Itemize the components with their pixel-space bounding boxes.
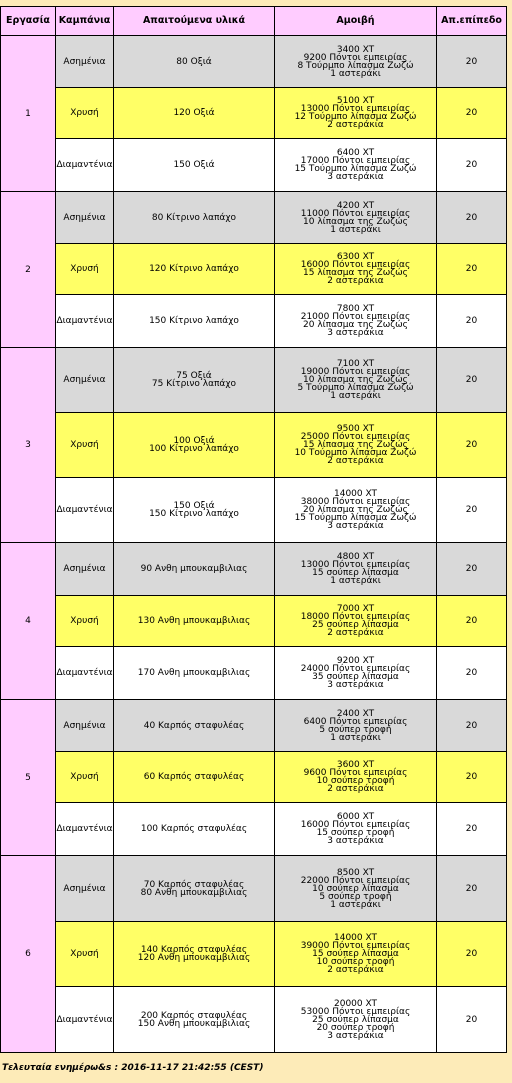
level-cell: 20 bbox=[437, 192, 507, 244]
material-line: 75 Κίτρινο λαπάχο bbox=[151, 379, 237, 389]
reward-line: 4200 XT bbox=[336, 200, 375, 211]
table-row bbox=[1, 922, 507, 987]
material-line: 200 Καρπός σταφυλέας bbox=[140, 1010, 248, 1021]
reward-line: 3 αστεράκια bbox=[327, 172, 384, 182]
material-line: 170 Ανθη μπουκαμβιλιας bbox=[137, 668, 251, 678]
campaign-cell: Ασημένια bbox=[56, 192, 114, 244]
material-line: 120 Ανθη μπουκαμβιλιας bbox=[137, 953, 251, 963]
reward-line: 15 σούπερ λίπασμα bbox=[312, 949, 399, 959]
reward-line: 2 αστεράκια bbox=[327, 120, 384, 130]
campaign-cell: Διαμαντένια bbox=[56, 803, 114, 856]
reward-line: 1 αστεράκι bbox=[330, 899, 381, 910]
materials-cell bbox=[114, 752, 275, 803]
task-number: 5 bbox=[1, 700, 56, 856]
reward-cell bbox=[275, 36, 437, 88]
reward-line: 1 αστεράκι bbox=[330, 224, 381, 235]
campaign-cell: Χρυσή bbox=[56, 413, 114, 478]
reward-line: 7800 XT bbox=[336, 304, 375, 314]
material-line: 140 Καρπός σταφυλέας bbox=[140, 945, 248, 955]
level-cell: 20 bbox=[437, 647, 507, 700]
table-row bbox=[1, 36, 507, 88]
reward-line: 5 σούπερ τροφή bbox=[319, 724, 392, 735]
reward-cell bbox=[275, 922, 437, 987]
reward-line: 38000 Πόντοι εμπειρίας bbox=[300, 497, 411, 507]
reward-line: 7000 XT bbox=[336, 604, 375, 614]
reward-line: 3400 XT bbox=[336, 44, 375, 55]
campaign-cell: Χρυσή bbox=[56, 922, 114, 987]
level-cell: 20 bbox=[437, 88, 507, 139]
reward-line: 35 σούπερ λίπασμα bbox=[312, 672, 399, 682]
table-row bbox=[1, 987, 507, 1053]
table-row bbox=[1, 88, 507, 139]
level-cell: 20 bbox=[437, 295, 507, 348]
reward-line: 6300 XT bbox=[336, 252, 375, 262]
reward-line: 8500 XT bbox=[336, 867, 375, 878]
campaign-cell: Διαμαντένια bbox=[56, 139, 114, 192]
level-cell: 20 bbox=[437, 856, 507, 922]
reward-line: 15 Τούρμπο λίπασμα Ζωζώ bbox=[294, 513, 417, 523]
reward-line: 53000 Πόντοι εμπειρίας bbox=[300, 1006, 411, 1017]
reward-line: 2 αστεράκια bbox=[327, 628, 384, 638]
level-cell: 20 bbox=[437, 478, 507, 543]
campaign-cell: Χρυσή bbox=[56, 596, 114, 647]
reward-line: 25 σούπερ λίπασμα bbox=[312, 620, 399, 630]
reward-line: 17000 Πόντοι εμπειρίας bbox=[300, 156, 411, 166]
materials-cell bbox=[114, 596, 275, 647]
material-line: 150 Οξιά bbox=[173, 160, 215, 170]
reward-cell bbox=[275, 88, 437, 139]
reward-line: 3 αστεράκια bbox=[327, 1030, 384, 1041]
reward-line: 13000 Πόντοι εμπειρίας bbox=[300, 104, 411, 114]
reward-line: 3 αστεράκια bbox=[327, 328, 384, 338]
reward-line: 19000 Πόντοι εμπειρίας bbox=[300, 367, 411, 377]
reward-line: 15 Τούρμπο λίπασμα Ζωζώ bbox=[294, 164, 417, 174]
campaign-cell: Ασημένια bbox=[56, 543, 114, 596]
level-cell: 20 bbox=[437, 348, 507, 413]
reward-line: 15 λίπασμα της Ζωζώς bbox=[303, 268, 408, 278]
reward-cell bbox=[275, 647, 437, 700]
material-line: 100 Καρπός σταφυλέας bbox=[140, 824, 248, 834]
material-line: 60 Καρπός σταφυλέας bbox=[143, 772, 245, 782]
level-cell: 20 bbox=[437, 803, 507, 856]
reward-line: 1 αστεράκι bbox=[330, 732, 381, 743]
level-cell: 20 bbox=[437, 244, 507, 295]
material-line: 75 Οξιά bbox=[176, 371, 212, 381]
reward-line: 2 αστεράκια bbox=[327, 784, 384, 794]
materials-cell bbox=[114, 295, 275, 348]
task-number: 6 bbox=[1, 856, 56, 1053]
table-row bbox=[1, 647, 507, 700]
materials-cell bbox=[114, 922, 275, 987]
reward-line: 10 Τούρμπο λίπασμα Ζωζώ bbox=[294, 448, 417, 458]
reward-line: 24000 Πόντοι εμπειρίας bbox=[300, 664, 411, 674]
material-line: 120 Κίτρινο λαπάχο bbox=[149, 264, 239, 274]
table-row bbox=[1, 700, 507, 752]
materials-cell bbox=[114, 647, 275, 700]
table-row bbox=[1, 543, 507, 596]
reward-cell bbox=[275, 752, 437, 803]
reward-line: 9500 XT bbox=[336, 424, 375, 434]
reward-line: 3 αστεράκια bbox=[327, 521, 384, 531]
reward-line: 9200 Πόντοι εμπειρίας bbox=[303, 52, 408, 63]
reward-line: 7100 XT bbox=[336, 359, 375, 369]
material-line: 80 Κίτρινο λαπάχο bbox=[151, 212, 237, 223]
reward-line: 15 σούπερ τροφή bbox=[316, 828, 395, 838]
material-line: 80 Ανθη μπουκαμβιλιας bbox=[140, 887, 248, 898]
reward-cell bbox=[275, 543, 437, 596]
reward-cell bbox=[275, 987, 437, 1053]
table-row bbox=[1, 348, 507, 413]
material-line: 150 Κίτρινο λαπάχο bbox=[149, 509, 239, 519]
reward-line: 20000 XT bbox=[334, 998, 377, 1009]
reward-line: 22000 Πόντοι εμπειρίας bbox=[300, 875, 411, 886]
material-line: 90 Ανθη μπουκαμβιλιας bbox=[140, 564, 248, 574]
reward-line: 4800 XT bbox=[336, 552, 375, 562]
reward-line: 5100 XT bbox=[336, 96, 375, 106]
materials-cell bbox=[114, 244, 275, 295]
material-line: 100 Οξιά bbox=[173, 436, 215, 446]
reward-line: 11000 Πόντοι εμπειρίας bbox=[300, 208, 411, 219]
reward-line: 2 αστεράκια bbox=[327, 276, 384, 286]
table-row bbox=[1, 192, 507, 244]
table-body bbox=[1, 36, 507, 1053]
reward-line: 3600 XT bbox=[336, 760, 375, 770]
materials-cell bbox=[114, 803, 275, 856]
reward-line: 10 σούπερ τροφή bbox=[316, 776, 395, 786]
material-line: 80 Οξιά bbox=[176, 56, 212, 67]
rewards-table bbox=[0, 6, 507, 1053]
campaign-cell: Χρυσή bbox=[56, 752, 114, 803]
material-line: 150 Ανθη μπουκαμβιλιας bbox=[137, 1018, 251, 1029]
level-cell: 20 bbox=[437, 922, 507, 987]
materials-cell bbox=[114, 478, 275, 543]
reward-line: 9200 XT bbox=[336, 656, 375, 666]
material-line: 150 Οξιά bbox=[173, 501, 215, 511]
table-row bbox=[1, 752, 507, 803]
reward-cell bbox=[275, 139, 437, 192]
materials-cell bbox=[114, 348, 275, 413]
reward-line: 25000 Πόντοι εμπειρίας bbox=[300, 432, 411, 442]
level-cell: 20 bbox=[437, 700, 507, 752]
reward-line: 3 αστεράκια bbox=[327, 836, 384, 846]
header-row bbox=[1, 7, 507, 36]
reward-line: 10 σούπερ τροφή bbox=[316, 957, 395, 967]
reward-line: 15 σούπερ λίπασμα bbox=[312, 568, 399, 578]
material-line: 120 Οξιά bbox=[173, 108, 215, 118]
campaign-cell: Χρυσή bbox=[56, 88, 114, 139]
material-line: 40 Καρπός σταφυλέας bbox=[143, 720, 245, 731]
reward-line: 12 Τούρμπο λίπασμα Ζωζώ bbox=[294, 112, 417, 122]
task-number: 2 bbox=[1, 192, 56, 348]
reward-line: 15 λίπασμα της Ζωζώς bbox=[303, 440, 408, 450]
reward-line: 9600 Πόντοι εμπειρίας bbox=[303, 768, 408, 778]
reward-cell bbox=[275, 803, 437, 856]
reward-line: 2 αστεράκια bbox=[327, 965, 384, 975]
materials-cell bbox=[114, 413, 275, 478]
level-cell: 20 bbox=[437, 543, 507, 596]
reward-cell bbox=[275, 413, 437, 478]
reward-line: 39000 Πόντοι εμπειρίας bbox=[300, 941, 411, 951]
header-campaign: Καμπάνια bbox=[56, 7, 114, 36]
last-updated-timestamp: 2016-11-17 21:42:55 (CEST) bbox=[121, 1063, 264, 1073]
material-line: 70 Καρπός σταφυλέας bbox=[143, 879, 245, 890]
reward-line: 5 Τούρμπο λίπασμα Ζωζώ bbox=[297, 383, 414, 393]
table-row bbox=[1, 139, 507, 192]
campaign-cell: Διαμαντένια bbox=[56, 478, 114, 543]
reward-line: 6400 Πόντοι εμπειρίας bbox=[303, 716, 408, 727]
materials-cell bbox=[114, 700, 275, 752]
reward-cell bbox=[275, 856, 437, 922]
table-row bbox=[1, 803, 507, 856]
table-row bbox=[1, 478, 507, 543]
header-reward: Αμοιβή bbox=[275, 7, 437, 36]
table-row bbox=[1, 856, 507, 922]
reward-cell bbox=[275, 596, 437, 647]
reward-line: 6400 XT bbox=[336, 148, 375, 158]
task-number: 4 bbox=[1, 543, 56, 700]
reward-cell bbox=[275, 244, 437, 295]
materials-cell bbox=[114, 192, 275, 244]
campaign-cell: Ασημένια bbox=[56, 856, 114, 922]
reward-line: 20 λίπασμα της Ζωζώς bbox=[303, 505, 408, 515]
reward-line: 14000 XT bbox=[334, 933, 377, 943]
header-level: Απ.επίπεδο bbox=[437, 7, 507, 36]
materials-cell bbox=[114, 543, 275, 596]
reward-cell bbox=[275, 700, 437, 752]
reward-line: 1 αστεράκι bbox=[330, 576, 381, 586]
table-row bbox=[1, 295, 507, 348]
reward-line: 20 λίπασμα της Ζωζώς bbox=[303, 320, 408, 330]
last-updated-label: Τελευταία ενημέρω&s bbox=[2, 1063, 112, 1073]
reward-line: 2 αστεράκια bbox=[327, 456, 384, 466]
level-cell: 20 bbox=[437, 987, 507, 1053]
reward-line: 10 λίπασμα της Ζωζώς bbox=[303, 216, 408, 227]
header-materials: Απαιτούμενα υλικά bbox=[114, 7, 275, 36]
reward-line: 13000 Πόντοι εμπειρίας bbox=[300, 560, 411, 570]
table-row bbox=[1, 244, 507, 295]
reward-line: 18000 Πόντοι εμπειρίας bbox=[300, 612, 411, 622]
campaign-cell: Ασημένια bbox=[56, 348, 114, 413]
level-cell: 20 bbox=[437, 752, 507, 803]
table-row bbox=[1, 596, 507, 647]
level-cell: 20 bbox=[437, 413, 507, 478]
material-line: 150 Κίτρινο λαπάχο bbox=[149, 316, 239, 326]
reward-line: 10 λίπασμα της Ζωζώς bbox=[303, 375, 408, 385]
reward-line: 20 σούπερ τροφή bbox=[316, 1022, 395, 1033]
reward-cell bbox=[275, 478, 437, 543]
materials-cell bbox=[114, 88, 275, 139]
campaign-cell: Ασημένια bbox=[56, 700, 114, 752]
level-cell: 20 bbox=[437, 596, 507, 647]
reward-line: 1 αστεράκι bbox=[330, 68, 381, 79]
last-updated: Τελευταία ενημέρω&s : 2016-11-17 21:42:55 (CEST) bbox=[2, 1063, 264, 1073]
reward-line: 2400 XT bbox=[336, 708, 375, 719]
reward-line: 14000 XT bbox=[334, 489, 377, 499]
task-number: 1 bbox=[1, 36, 56, 192]
materials-cell bbox=[114, 139, 275, 192]
materials-cell bbox=[114, 856, 275, 922]
reward-line: 16000 Πόντοι εμπειρίας bbox=[300, 260, 411, 270]
campaign-cell: Διαμαντένια bbox=[56, 987, 114, 1053]
reward-line: 3 αστεράκια bbox=[327, 680, 384, 690]
reward-cell bbox=[275, 192, 437, 244]
reward-line: 1 αστεράκι bbox=[330, 391, 381, 401]
reward-cell bbox=[275, 348, 437, 413]
level-cell: 20 bbox=[437, 139, 507, 192]
reward-line: 5 σούπερ τροφή bbox=[319, 891, 392, 902]
table-row bbox=[1, 413, 507, 478]
reward-line: 21000 Πόντοι εμπειρίας bbox=[300, 312, 411, 322]
campaign-cell: Ασημένια bbox=[56, 36, 114, 88]
reward-cell bbox=[275, 295, 437, 348]
material-line: 130 Ανθη μπουκαμβιλιας bbox=[137, 616, 251, 626]
materials-cell bbox=[114, 987, 275, 1053]
campaign-cell: Διαμαντένια bbox=[56, 295, 114, 348]
reward-line: 6000 XT bbox=[336, 812, 375, 822]
campaign-cell: Διαμαντένια bbox=[56, 647, 114, 700]
reward-line: 25 σούπερ λίπασμα bbox=[312, 1014, 399, 1025]
campaign-cell: Χρυσή bbox=[56, 244, 114, 295]
header-task: Εργασία bbox=[1, 7, 56, 36]
material-line: 100 Κίτρινο λαπάχο bbox=[149, 444, 239, 454]
reward-line: 16000 Πόντοι εμπειρίας bbox=[300, 820, 411, 830]
level-cell: 20 bbox=[437, 36, 507, 88]
task-number: 3 bbox=[1, 348, 56, 543]
reward-line: 8 Τούρμπο λίπασμα Ζωζώ bbox=[297, 60, 414, 71]
materials-cell bbox=[114, 36, 275, 88]
reward-line: 10 σούπερ λίπασμα bbox=[312, 883, 399, 894]
